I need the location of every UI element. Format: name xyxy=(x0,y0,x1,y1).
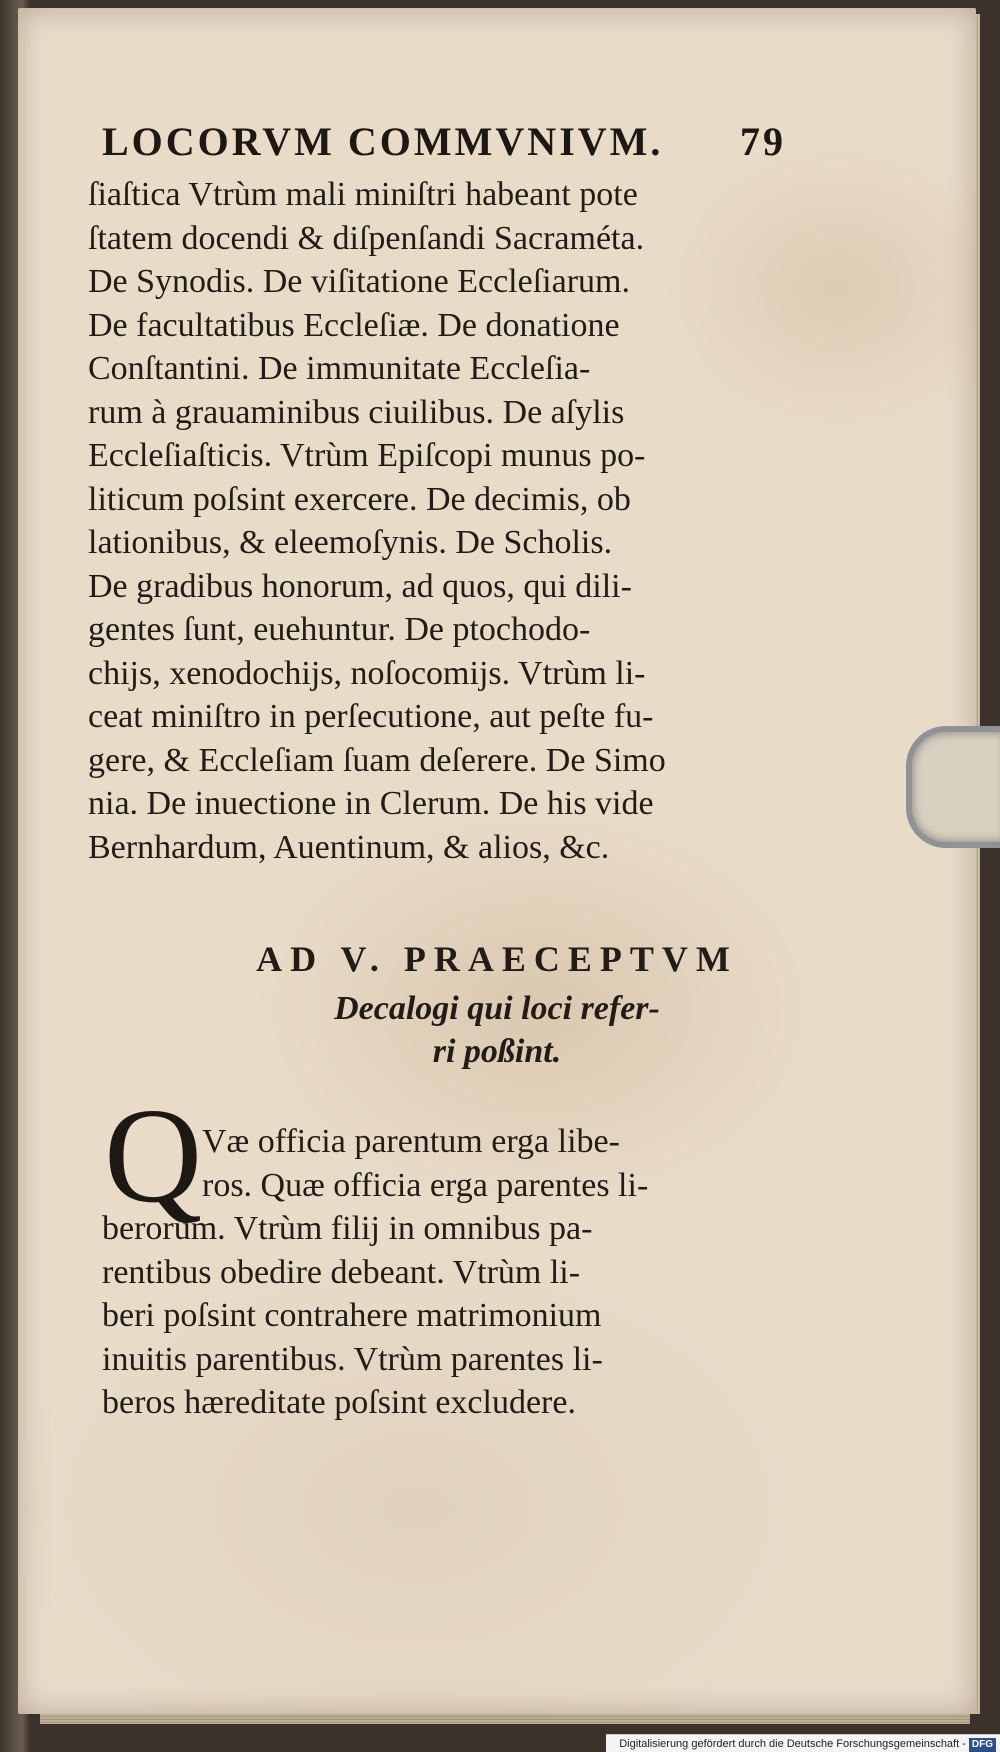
text-line: gentes ſunt, euehuntur. De ptochodo- xyxy=(88,611,591,648)
text-line: De Synodis. De viſitatione Eccleſiarum. xyxy=(88,263,630,300)
text-line: rentibus obedire debeant. Vtrùm li- xyxy=(102,1253,581,1291)
text-line: beri poſsint contrahere matrimonium xyxy=(102,1297,602,1334)
text-line: lationibus, & eleemoſynis. De Scholis. xyxy=(88,524,613,561)
running-head xyxy=(102,118,786,165)
text-line: rum à grauaminibus ciuilibus. De aſylis xyxy=(88,393,625,431)
section-subtitle-line-2: ri poßint. xyxy=(432,1033,562,1070)
running-head-title: LOCORVM COMMVNIVM. xyxy=(102,119,664,164)
text-line: beros hæreditate poſsint excludere. xyxy=(102,1384,576,1421)
text-line: Eccleſiaſticis. Vtrùm Epiſcopi munus po- xyxy=(88,437,646,474)
text-line: ros. Quæ officia erga parentes li- xyxy=(202,1166,649,1204)
text-line: Bernhardum, Auentinum, & alios, &c. xyxy=(88,828,610,866)
text-line: liticum poſsint exercere. De decimis, ob xyxy=(88,480,631,518)
page-number: 79 xyxy=(740,119,786,164)
text-line: ceat miniſtro in perſecutione, aut peſte fu- xyxy=(88,698,654,735)
text-line: inuitis parentibus. Vtrùm parentes li- xyxy=(102,1340,603,1378)
continuation-paragraph xyxy=(88,173,666,869)
decorated-initial: Q xyxy=(104,1081,203,1231)
section-subtitle-line-1: Decalogi qui loci refer- xyxy=(334,990,660,1027)
book-page xyxy=(18,8,976,1714)
body-paragraph xyxy=(102,1120,648,1425)
text-line: Conſtantini. De immunitate Eccleſia- xyxy=(88,350,591,387)
section-heading: AD V. PRAECEPTVM xyxy=(256,939,738,979)
dfg-logo: DFG xyxy=(969,1738,996,1752)
text-line: De gradibus honorum, ad quos, qui dili- xyxy=(88,567,632,605)
text-line: gere, & Eccleſiam ſuam deſerere. De Simo xyxy=(88,741,666,779)
text-line: ſtatem docendi & diſpenſandi Sacraméta. xyxy=(88,219,645,257)
text-line: berorum. Vtrùm filij in omnibus pa- xyxy=(102,1210,593,1247)
text-line: De facultatibus Eccleſiæ. De donatione xyxy=(88,306,620,344)
text-line: chijs, xenodochijs, noſocomijs. Vtrùm li- xyxy=(88,654,646,692)
book-clasp xyxy=(906,726,1000,848)
text-line: nia. De inuectione in Clerum. De his vide xyxy=(88,785,654,822)
credit-text: Digitalisierung gefördert durch die Deutsche Forschungsgemeinschaft - xyxy=(619,1738,966,1750)
text-line: ſiaſtica Vtrùm mali miniſtri habeant pote xyxy=(88,176,638,213)
digitization-credit xyxy=(606,1734,1000,1752)
text-line: Væ officia parentum erga libe- xyxy=(202,1123,620,1160)
